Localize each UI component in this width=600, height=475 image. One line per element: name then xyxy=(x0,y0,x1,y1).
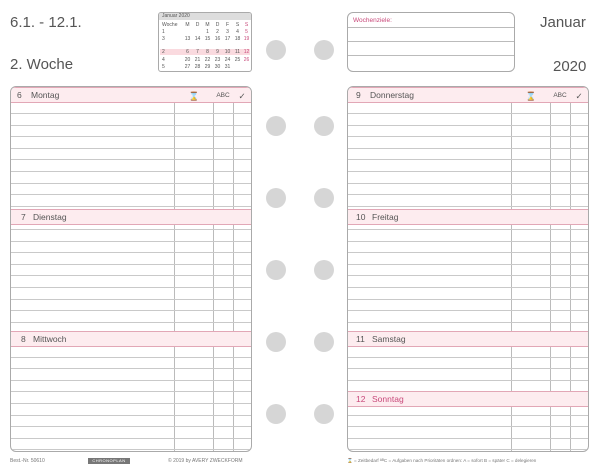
ruled-line xyxy=(11,357,251,358)
hourglass-icon: ⌛ xyxy=(188,91,200,101)
ruled-line xyxy=(11,391,251,392)
ruled-line xyxy=(348,449,588,450)
day-number: 6 xyxy=(17,90,22,100)
brand-logo: CHRONOPLAN xyxy=(88,458,130,464)
ruled-line xyxy=(348,426,588,427)
ruled-line xyxy=(11,426,251,427)
mini-calendar-cell: 9 xyxy=(216,49,219,55)
month-label: Januar xyxy=(540,14,586,31)
day-header-monday xyxy=(11,87,251,103)
mini-calendar-header: M xyxy=(205,22,210,28)
ruled-line xyxy=(348,252,588,253)
mini-calendar-cell: 4 xyxy=(162,57,165,63)
day-name: Dienstag xyxy=(33,212,67,222)
day-number: 8 xyxy=(21,334,26,344)
ruled-line xyxy=(11,264,251,265)
ruled-line xyxy=(348,241,588,242)
mini-calendar-cell: 10 xyxy=(224,49,231,55)
day-name: Montag xyxy=(31,90,60,100)
mini-calendar-cell: 28 xyxy=(194,64,201,70)
mini-calendar-cell: 14 xyxy=(194,36,201,42)
mini-calendar-cell: 19 xyxy=(243,36,250,42)
day-number: 11 xyxy=(356,334,365,344)
mini-calendar-cell: 20 xyxy=(184,57,191,63)
week-goals-box xyxy=(347,12,515,72)
ruled-line xyxy=(11,368,251,369)
ruled-line xyxy=(348,264,588,265)
mini-calendar-cell: 12 xyxy=(243,49,250,55)
ruled-line xyxy=(348,206,588,207)
binder-hole xyxy=(266,260,286,280)
ruled-line xyxy=(348,125,588,126)
mini-calendar-cell: 3 xyxy=(162,36,165,42)
ruled-line xyxy=(348,438,588,439)
year-label: 2020 xyxy=(553,58,587,75)
mini-calendar-cell: 26 xyxy=(243,57,250,63)
binder-hole xyxy=(266,332,286,352)
ruled-line xyxy=(11,159,251,160)
order-number: Best.-Nr. 50610 xyxy=(10,458,45,464)
hourglass-icon: ⌛ xyxy=(525,91,537,101)
time-column-divider xyxy=(174,87,175,451)
ruled-line xyxy=(348,159,588,160)
check-icon: ✓ xyxy=(238,91,246,101)
ruled-line xyxy=(348,148,588,149)
ruled-line xyxy=(348,275,588,276)
mini-calendar-header: M xyxy=(185,22,190,28)
goals-rule xyxy=(348,55,514,56)
ruled-line xyxy=(11,171,251,172)
mini-calendar xyxy=(158,12,252,72)
goals-rule xyxy=(348,41,514,42)
day-number: 7 xyxy=(21,212,26,222)
ruled-line xyxy=(348,113,588,114)
day-header-wednesday xyxy=(11,331,251,347)
binder-hole xyxy=(314,404,334,424)
day-number: 10 xyxy=(356,212,366,222)
ruled-line xyxy=(11,438,251,439)
mini-calendar-cell: 1 xyxy=(162,29,165,35)
ruled-line xyxy=(348,287,588,288)
abc-priority-icon: ABC xyxy=(553,92,567,99)
ruled-line xyxy=(348,299,588,300)
mini-calendar-cell: 8 xyxy=(206,49,209,55)
ruled-line xyxy=(11,322,251,323)
mini-calendar-cell: 11 xyxy=(234,49,241,55)
mini-calendar-cell: 2 xyxy=(216,29,219,35)
mini-calendar-header: S xyxy=(244,22,249,28)
week-label: 2. Woche xyxy=(10,56,74,73)
check-column-divider xyxy=(233,87,234,451)
ruled-line xyxy=(11,183,251,184)
ruled-line xyxy=(348,380,588,381)
ruled-line xyxy=(11,275,251,276)
legend-text: ⌛ = Zeitbedarf ᴬᴮC = Aufgaben nach Prioritäten ordnen: A = sofort B = später C = delegieren xyxy=(347,458,537,463)
mini-calendar-cell: 27 xyxy=(184,64,191,70)
ruled-line xyxy=(348,357,588,358)
ruled-line xyxy=(11,206,251,207)
mini-calendar-cell: 16 xyxy=(214,36,221,42)
check-icon: ✓ xyxy=(575,91,583,101)
binder-hole xyxy=(266,188,286,208)
day-header-sunday xyxy=(348,391,588,407)
mini-calendar-cell: 29 xyxy=(204,64,211,70)
mini-calendar-cell: 24 xyxy=(224,57,231,63)
mini-calendar-cell: 23 xyxy=(214,57,221,63)
ruled-line xyxy=(11,299,251,300)
ruled-line xyxy=(11,125,251,126)
binder-hole xyxy=(314,188,334,208)
day-header-thursday xyxy=(348,87,588,103)
right-day-page xyxy=(347,86,589,452)
date-range: 6.1. - 12.1. xyxy=(10,14,82,31)
day-name: Samstag xyxy=(372,334,406,344)
ruled-line xyxy=(11,415,251,416)
week-goals-label: Wochenziele: xyxy=(353,17,392,24)
ruled-line xyxy=(11,310,251,311)
day-number: 12 xyxy=(356,394,366,404)
mini-calendar-header: S xyxy=(235,22,240,28)
ruled-line xyxy=(11,287,251,288)
ruled-line xyxy=(11,194,251,195)
ruled-line xyxy=(348,322,588,323)
ruled-line xyxy=(348,194,588,195)
mini-calendar-cell: 3 xyxy=(226,29,229,35)
mini-calendar-cell: 1 xyxy=(206,29,209,35)
ruled-line xyxy=(11,380,251,381)
mini-calendar-cell: 4 xyxy=(236,29,239,35)
day-name: Sonntag xyxy=(372,394,404,404)
ruled-line xyxy=(11,113,251,114)
binder-hole xyxy=(314,260,334,280)
mini-calendar-header: D xyxy=(195,22,200,28)
mini-calendar-cell: 7 xyxy=(196,49,199,55)
day-name: Mittwoch xyxy=(33,334,67,344)
mini-calendar-cell: 5 xyxy=(245,29,248,35)
ruled-line xyxy=(11,136,251,137)
mini-calendar-cell: 21 xyxy=(194,57,201,63)
binder-hole xyxy=(266,40,286,60)
mini-calendar-cell: 5 xyxy=(162,64,165,70)
ruled-line xyxy=(11,252,251,253)
mini-calendar-cell: 22 xyxy=(204,57,211,63)
priority-column-divider xyxy=(213,87,214,451)
mini-calendar-title: Januar 2020 xyxy=(159,13,252,20)
mini-calendar-cell: 25 xyxy=(234,57,241,63)
mini-calendar-cell: 18 xyxy=(234,36,241,42)
binder-hole xyxy=(314,332,334,352)
binder-hole xyxy=(266,116,286,136)
day-header-saturday xyxy=(348,331,588,347)
ruled-line xyxy=(348,183,588,184)
day-number: 9 xyxy=(356,90,361,100)
ruled-line xyxy=(348,415,588,416)
goals-rule xyxy=(348,27,514,28)
mini-calendar-cell: 17 xyxy=(224,36,231,42)
binder-hole xyxy=(314,40,334,60)
ruled-line xyxy=(11,148,251,149)
ruled-line xyxy=(11,449,251,450)
ruled-line xyxy=(348,368,588,369)
ruled-line xyxy=(348,310,588,311)
mini-calendar-cell: 2 xyxy=(162,49,165,55)
mini-calendar-cell: 6 xyxy=(186,49,189,55)
left-day-page xyxy=(10,86,252,452)
ruled-line xyxy=(11,403,251,404)
ruled-line xyxy=(348,136,588,137)
ruled-line xyxy=(11,241,251,242)
binder-hole xyxy=(314,116,334,136)
mini-calendar-cell: 15 xyxy=(204,36,211,42)
mini-calendar-cell: 13 xyxy=(184,36,191,42)
day-header-friday xyxy=(348,209,588,225)
binder-hole xyxy=(266,404,286,424)
ruled-line xyxy=(11,229,251,230)
day-name: Donnerstag xyxy=(370,90,414,100)
copyright: © 2019 by AVERY ZWECKFORM xyxy=(168,458,243,464)
mini-calendar-header: Woche xyxy=(162,22,178,28)
mini-calendar-cell: 30 xyxy=(214,64,221,70)
mini-calendar-header: D xyxy=(215,22,220,28)
day-header-tuesday xyxy=(11,209,251,225)
ruled-line xyxy=(348,229,588,230)
day-name: Freitag xyxy=(372,212,399,222)
abc-priority-icon: ABC xyxy=(216,92,230,99)
mini-calendar-cell: 31 xyxy=(224,64,231,70)
mini-calendar-header: F xyxy=(225,22,230,28)
ruled-line xyxy=(348,171,588,172)
